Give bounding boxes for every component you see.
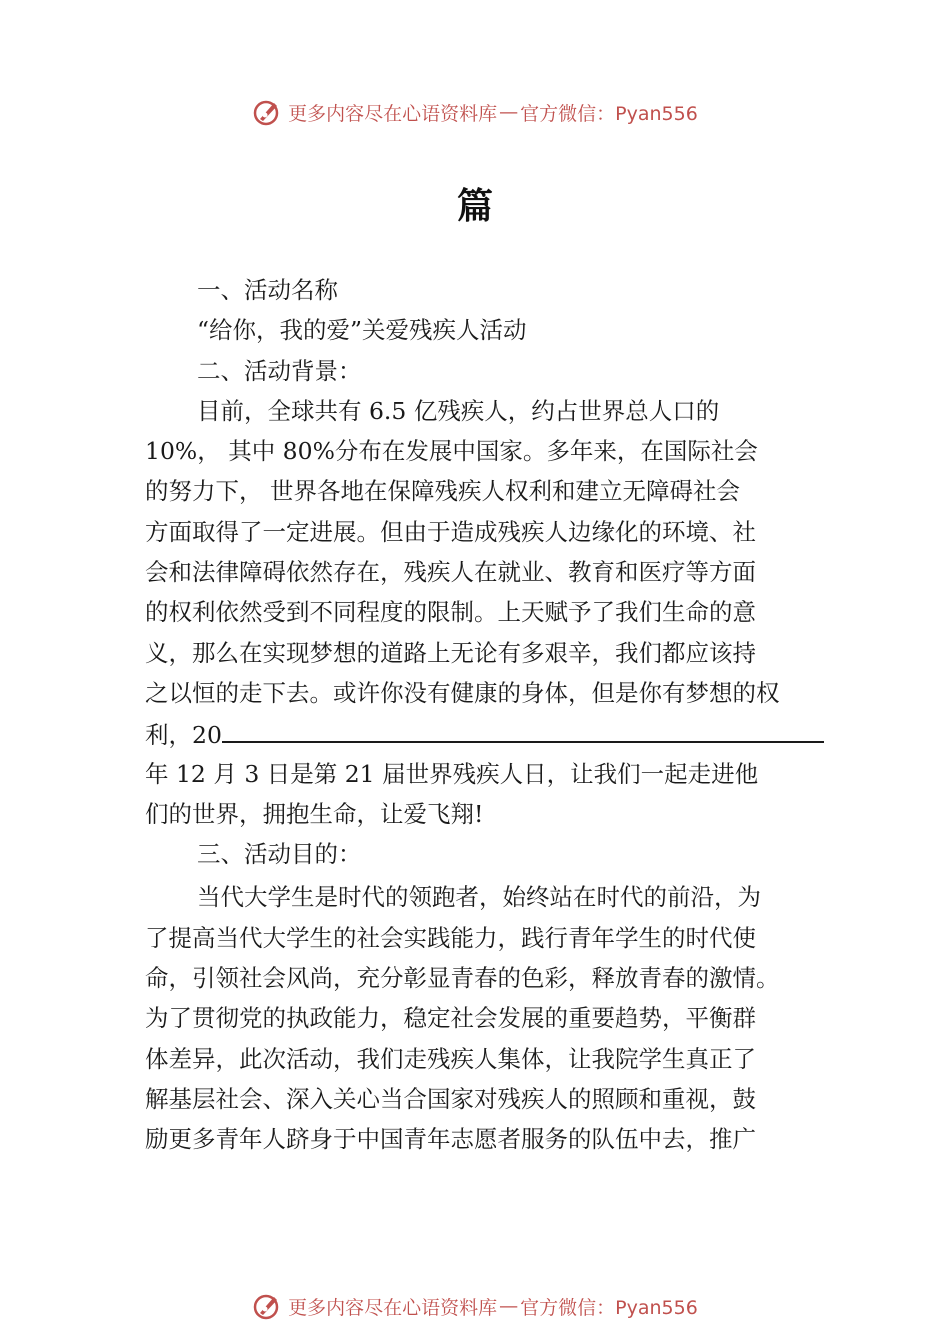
paragraph-line: 了提高当代大学生的社会实践能力，践行青年学生的时代使 <box>145 923 756 952</box>
header-watermark <box>0 97 950 127</box>
pen-logo-icon <box>252 97 282 127</box>
paragraph-line: 当代大学生是时代的领跑者，始终站在时代的前沿，为 <box>197 883 761 912</box>
page-title: 篇 <box>456 185 493 227</box>
paragraph-line: 解基层社会、深入关心当合国家对残疾人的照顾和重视，鼓 <box>145 1084 756 1113</box>
activity-name: “给你，我的爱”关爱残疾人活动 <box>197 316 527 345</box>
paragraph-line: 体差异，此次活动，我们走残疾人集体，让我院学生真正了 <box>145 1044 756 1073</box>
paragraph-line: 会和法律障碍依然存在，残疾人在就业、教育和医疗等方面 <box>145 558 756 587</box>
banner-wechat-text: 官方微信：Pyan556 <box>520 102 698 125</box>
document-body <box>145 270 820 1160</box>
paragraph-line-with-blank <box>145 713 820 753</box>
paragraph-line: 之以恒的走下去。或许你没有健康的身体，但是你有梦想的权 <box>145 678 780 707</box>
banner-separator: — <box>499 101 519 123</box>
footer-watermark <box>0 1291 950 1321</box>
section-heading-purpose: 三、活动目的： <box>197 840 362 869</box>
banner-wechat-text: 官方微信：Pyan556 <box>520 1296 698 1319</box>
paragraph-line: 命，引领社会风尚，充分彰显青春的色彩，释放青春的激情。 <box>145 964 780 993</box>
banner-separator: — <box>499 1295 519 1317</box>
section-heading-name: 一、活动名称 <box>197 276 338 304</box>
banner-main-text: 更多内容尽在心语资料库 <box>288 102 498 125</box>
paragraph-line: 目前，全球共有 6.5 亿残疾人，约占世界总人口的 <box>197 396 720 425</box>
paragraph-line: 义，那么在实现梦想的道路上无论有多艰辛，我们都应该持 <box>145 638 756 667</box>
paragraph-line: 的权利依然受到不同程度的限制。上天赋予了我们生命的意 <box>145 598 756 627</box>
banner-main-text: 更多内容尽在心语资料库 <box>288 1296 498 1319</box>
paragraph-line: 方面取得了一定进展。但由于造成残疾人边缘化的环境、社 <box>145 517 756 546</box>
section-heading-background: 二、活动背景： <box>197 356 362 385</box>
fill-in-blank-line <box>222 713 824 743</box>
pen-logo-icon <box>252 1291 282 1321</box>
paragraph-line: 为了贯彻党的执政能力，稳定社会发展的重要趋势，平衡群 <box>145 1004 756 1033</box>
paragraph-line: 励更多青年人跻身于中国青年志愿者服务的队伍中去，推广 <box>145 1125 756 1154</box>
paragraph-text: 利，20 <box>145 721 222 750</box>
paragraph-line: 年 12 月 3 日是第 21 届世界残疾人日，让我们一起走进他 <box>145 759 759 788</box>
paragraph-line: 们的世界，拥抱生命，让爱飞翔! <box>145 799 484 828</box>
paragraph-line: 10%， 其中 80%分布在发展中国家。多年来，在国际社会 <box>145 437 758 466</box>
paragraph-line: 的努力下， 世界各地在保障残疾人权利和建立无障碍社会 <box>145 477 740 506</box>
